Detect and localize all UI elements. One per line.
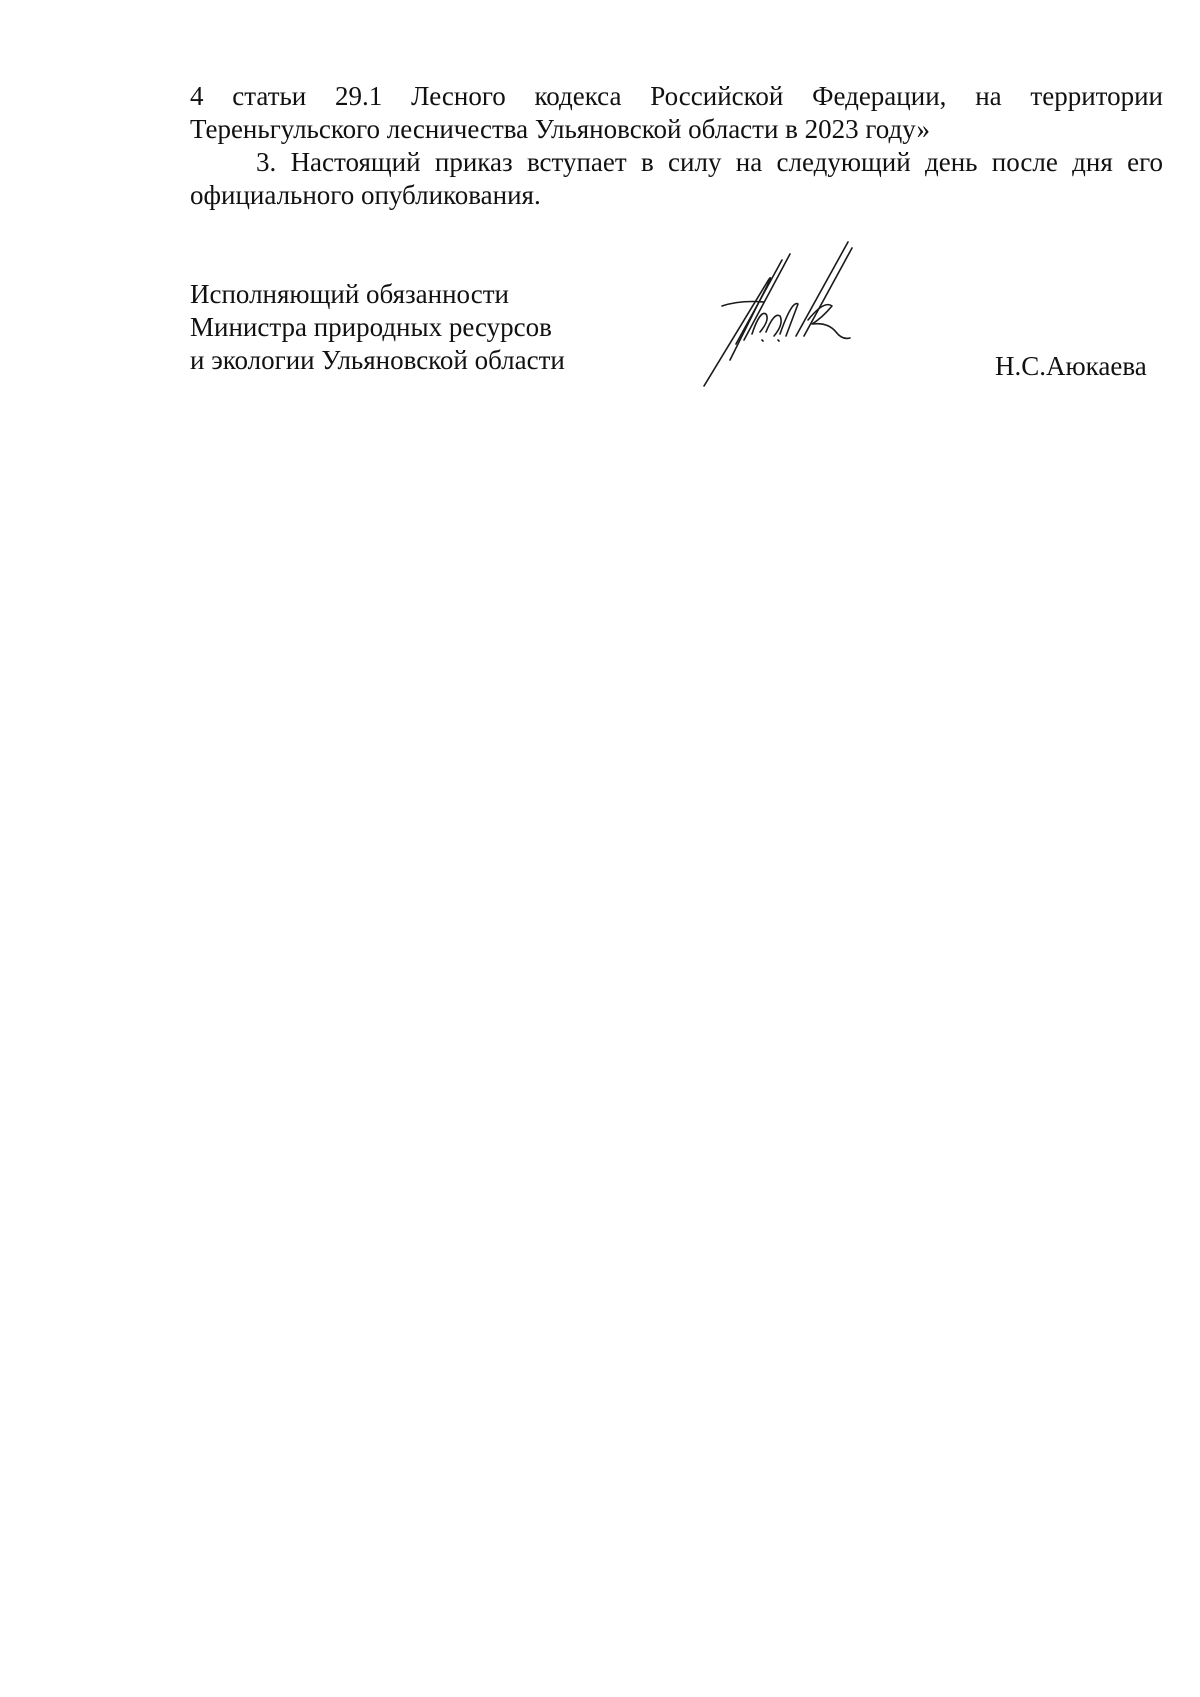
- signer-position-line: Министра природных ресурсов: [190, 312, 552, 342]
- paragraph-2-tail: [190, 80, 1163, 146]
- paragraph-line: 4 статьи 29.1 Лесного кодекса Российской Федерации, на территории: [190, 81, 1163, 111]
- paragraph-line: Тереньгульского лесничества Ульяновской области в 2023 году»: [190, 114, 930, 144]
- handwritten-signature: [700, 240, 930, 390]
- paragraph-3: [190, 146, 1163, 212]
- signer-position: [190, 278, 565, 377]
- signer-position-line: и экологии Ульяновской области: [190, 345, 565, 375]
- signer-position-line: Исполняющий обязанности: [190, 279, 509, 309]
- document-body: [190, 80, 1163, 212]
- paragraph-line: официального опубликования.: [190, 180, 541, 210]
- signer-name: Н.С.Аюкаева: [995, 351, 1147, 381]
- paragraph-line: 3. Настоящий приказ вступает в силу на следующий день после дня его: [256, 147, 1163, 177]
